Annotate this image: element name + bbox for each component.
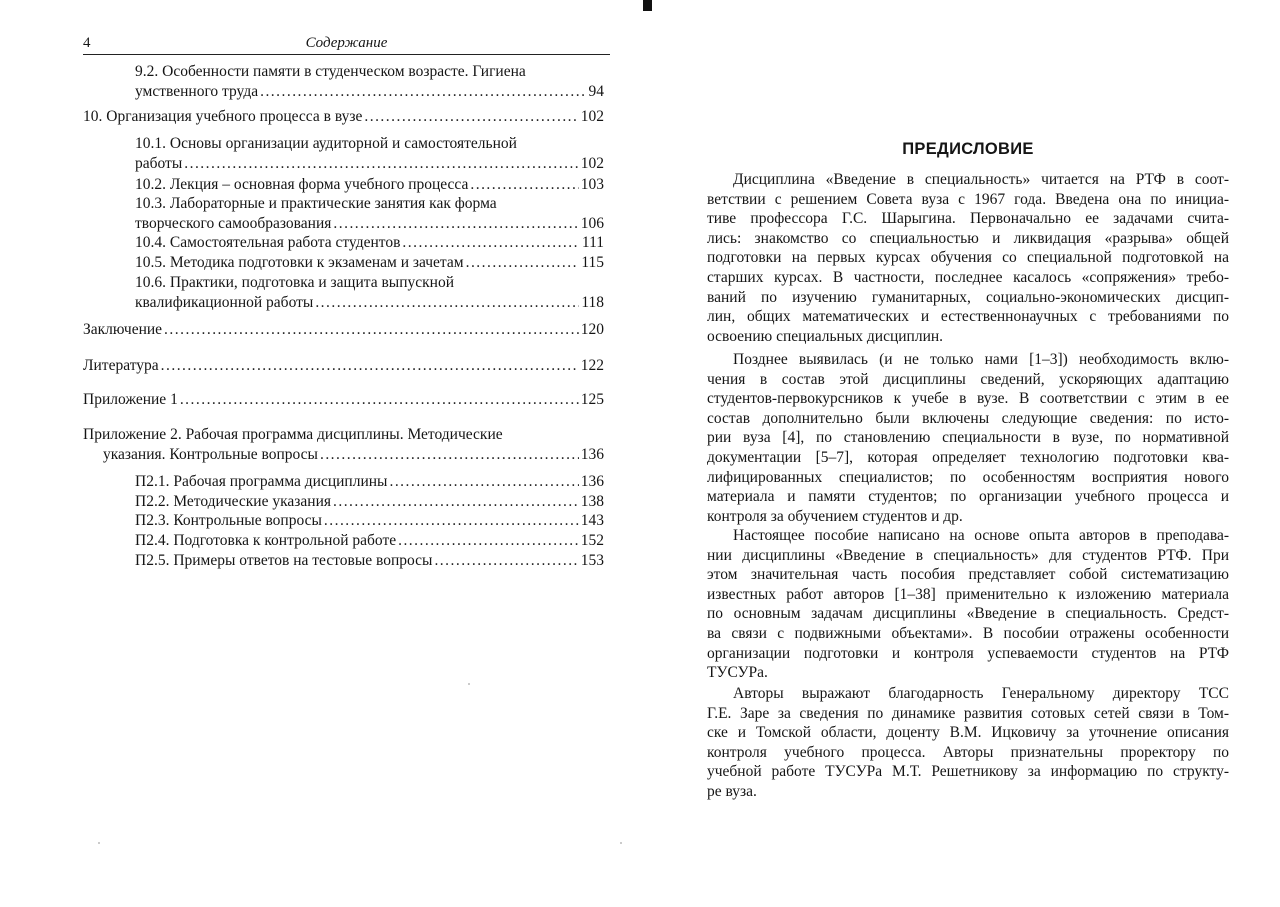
preface-line: Авторы выражают благодарность Генеральному директору ТСС (733, 685, 1229, 702)
preface-line: материала и памяти студентов; по организации учебного процесса и (707, 488, 1229, 506)
toc-entry (0, 472, 640, 492)
dot-leader (324, 511, 579, 531)
paper-speck (620, 842, 622, 844)
preface-line: Г.Е. Заре за сведения по динамике развития сотовых сетей связи в Том- (707, 704, 1229, 722)
dot-leader (260, 82, 586, 102)
running-title: Содержание (305, 35, 388, 51)
preface-line: состав дополнительно были включены следующие сведения: по исто- (707, 409, 1229, 427)
toc-entry (0, 175, 640, 195)
toc-entry-title: Заключение (83, 321, 163, 338)
toc-page-number: 136 (580, 473, 604, 490)
toc-entry (0, 253, 640, 273)
preface-paragraph (707, 170, 1229, 346)
toc-entry (0, 425, 640, 464)
toc-entry (0, 356, 640, 376)
toc-entry-title: творческого самообразования (135, 214, 332, 232)
dot-leader (402, 233, 579, 253)
toc-entry (0, 233, 640, 253)
dot-leader (389, 472, 578, 492)
toc-page-number: 111 (581, 234, 604, 251)
toc-entry-title-line: 10.3. Лабораторные и практические занятия как форма (135, 195, 497, 212)
toc-entry-title: П2.1. Рабочая программа дисциплины (135, 473, 388, 490)
preface-paragraph (707, 350, 1229, 526)
dot-leader (184, 154, 579, 174)
toc-page-number: 115 (581, 254, 604, 271)
preface-line: нии дисциплины «Введение в специальность» для студентов РТФ. При (707, 546, 1229, 564)
toc-entry-title: работы (135, 154, 183, 172)
dot-leader (470, 175, 578, 195)
toc-entry-title: квалификационной работы (135, 293, 314, 311)
dot-leader (320, 445, 579, 465)
dot-leader (333, 214, 578, 234)
toc-entry (0, 551, 640, 571)
toc-page-number: 118 (581, 293, 604, 311)
dot-leader (333, 492, 579, 512)
toc-page-number: 94 (588, 82, 604, 100)
toc-entry (0, 273, 640, 312)
preface-line: чения в состав этой дисциплины сведений, ускоряющих адаптацию (707, 370, 1229, 388)
toc-entry-title: П2.5. Примеры ответов на тестовые вопросы (135, 552, 433, 569)
preface-line: ре вуза. (707, 782, 757, 800)
toc-page-number: 125 (580, 391, 604, 408)
toc-page-number: 102 (580, 108, 604, 125)
toc-page-number: 138 (580, 493, 604, 510)
paper-speck (98, 842, 100, 844)
toc-entry-title-line: 9.2. Особенности памяти в студенческом возрасте. Гигиена (135, 63, 526, 80)
toc-entry-title: 10. Организация учебного процесса в вузе (83, 108, 363, 125)
dot-leader (398, 531, 579, 551)
preface-line: Позднее выявилась (и не только нами [1–3]) необходимость вклю- (733, 351, 1229, 368)
toc-entry (0, 107, 640, 127)
preface-line: студентов-первокурсников к учебе в вузе. В соответствии с этим в ее (707, 390, 1229, 408)
toc-entry (0, 62, 640, 101)
toc-entry-title: 10.4. Самостоятельная работа студентов (135, 234, 401, 251)
toc-entry-title: указания. Контрольные вопросы (103, 445, 318, 463)
preface-line: ветствии с решением Совета вуза с 1967 года. Введена она по инициа- (707, 190, 1229, 208)
toc-page-number: 136 (580, 445, 604, 463)
dot-leader (434, 551, 578, 571)
toc-entry-title: Приложение 1 (83, 391, 178, 408)
preface-line: подготовки на первых курсах обучения со специальной подготовкой на (707, 249, 1229, 267)
preface-line: Настоящее пособие написано на основе опыта авторов в преподава- (733, 527, 1229, 544)
page-number: 4 (83, 35, 91, 51)
toc-entry (0, 511, 640, 531)
toc-page-number: 143 (580, 512, 604, 529)
toc-entry-title: 10.5. Методика подготовки к экзаменам и зачетам (135, 254, 464, 271)
preface-line: известных работ авторов [1–38] применительно к изложению материала (707, 585, 1229, 603)
toc-page-number: 106 (580, 214, 604, 232)
toc-entry (0, 492, 640, 512)
preface-line: контроля за обучением студентов и др. (707, 507, 963, 525)
preface-line: по основным задачам дисциплины «Введение в специальность. Средст- (707, 605, 1229, 623)
dot-leader (180, 390, 579, 410)
preface-line: старших курсах. В частности, последнее касалось «сопряжения» требо- (707, 268, 1229, 286)
preface-paragraph (707, 526, 1229, 683)
toc-page-number: 120 (580, 321, 604, 338)
dot-leader (161, 356, 579, 376)
toc-page-number: 122 (580, 357, 604, 374)
preface-line: ске и Томской области, доценту В.М. Ицковичу за уточнение описания (707, 724, 1229, 742)
preface-line: Дисциплина «Введение в специальность» читается на РТФ в соот- (733, 171, 1229, 188)
toc-page-number: 153 (580, 552, 604, 569)
toc-entry-title: 10.2. Лекция – основная форма учебного процесса (135, 176, 469, 193)
toc-entry-title: П2.3. Контрольные вопросы (135, 512, 322, 529)
toc-page-number: 102 (580, 154, 604, 172)
preface-line: документации [5–7], которая определяет технологию подготовки ква- (707, 448, 1229, 466)
toc-entry (0, 134, 640, 173)
toc-entry-title: П2.4. Подготовка к контрольной работе (135, 532, 397, 549)
preface-line: учебной работе ТУСУРа М.Т. Решетникову за информацию по структу- (707, 763, 1229, 781)
dot-leader (364, 107, 578, 127)
dot-leader (466, 253, 580, 273)
toc-entry-title-line: 10.1. Основы организации аудиторной и самостоятельной (135, 135, 517, 152)
toc-entry (0, 390, 640, 410)
toc-entry-title-line: 10.6. Практики, подготовка и защита выпускной (135, 274, 455, 291)
preface-line: освоению специальных дисциплин. (707, 327, 944, 345)
preface-line: лись: знакомство со специальностью и ликвидация «разрыва» общей (707, 229, 1229, 247)
toc-page-number: 152 (580, 532, 604, 549)
toc-entry (0, 194, 640, 233)
preface-line: лин, общих математических и естественнонаучных с требованиями по (707, 308, 1229, 326)
preface-line: тиве профессора Г.С. Шарыгина. Первоначально ее задачами счита- (707, 210, 1229, 228)
preface-line: ва связи с подвижными объектами». В пособии отражены особенности (707, 624, 1229, 642)
toc-entry-title: умственного труда (135, 82, 259, 100)
toc-page-number: 103 (580, 176, 604, 193)
preface-line: ТУСУРа. (707, 664, 768, 682)
preface-line: лифицированных специалистов; по особенностям восприятия нового (707, 468, 1229, 486)
preface-line: организации подготовки и контроля успеваемости студентов на РТФ (707, 644, 1229, 662)
preface-line: ваний по изучению гуманитарных, социально-экономических дисцип- (707, 288, 1229, 306)
paper-speck (468, 683, 470, 685)
toc-entry (0, 531, 640, 551)
preface-line: этом значительная часть пособия представляет собой систематизацию (707, 566, 1229, 584)
toc-entry-title-line: Приложение 2. Рабочая программа дисциплины. Методические (83, 426, 503, 443)
preface-line: рии вуза [4], по становлению специальности в вузе, по нормативной (707, 429, 1229, 447)
dot-leader (315, 293, 579, 313)
preface-line: контроля учебного процесса. Авторы признательны проректору по (707, 743, 1229, 761)
toc-entry (0, 320, 640, 340)
toc-entry-title: П2.2. Методические указания (135, 493, 331, 510)
preface-paragraph (707, 684, 1229, 802)
dot-leader (164, 320, 579, 340)
toc-entry-title: Литература (83, 357, 159, 374)
preface-title: ПРЕДИСЛОВИЕ (902, 140, 1034, 158)
